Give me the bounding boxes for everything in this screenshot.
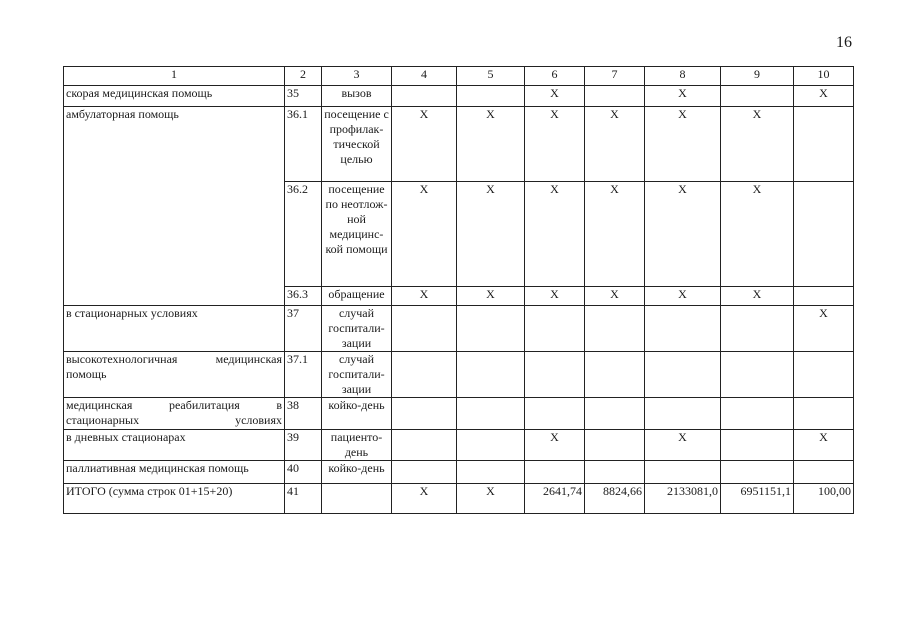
row-code: 36.3 <box>285 287 322 306</box>
cell-c10 <box>794 461 854 484</box>
cell-c7 <box>585 430 645 461</box>
row-unit: пациенто-день <box>322 430 392 461</box>
cell-c5 <box>457 86 525 107</box>
row-code: 36.1 <box>285 107 322 182</box>
row-code: 37.1 <box>285 352 322 398</box>
cell-c6: Х <box>525 86 585 107</box>
row-name: паллиативная медицинская помощь <box>64 461 285 484</box>
cell-c4 <box>392 461 457 484</box>
col-header-9: 9 <box>721 67 794 86</box>
cell-c4: Х <box>392 484 457 514</box>
row-name: ИТОГО (сумма строк 01+15+20) <box>64 484 285 514</box>
cell-c10: 100,00 <box>794 484 854 514</box>
cell-c10 <box>794 182 854 287</box>
cell-c4: Х <box>392 287 457 306</box>
cell-c5 <box>457 430 525 461</box>
cell-c6: Х <box>525 182 585 287</box>
row-unit: посещение с профилак-тической целью <box>322 107 392 182</box>
cell-c6 <box>525 398 585 430</box>
cell-c4 <box>392 352 457 398</box>
cell-c9: 6951151,1 <box>721 484 794 514</box>
row-name: скорая медицинская помощь <box>64 86 285 107</box>
cell-c8: Х <box>645 86 721 107</box>
table-row <box>64 86 854 107</box>
row-unit: случай госпитали-зации <box>322 306 392 352</box>
row-code: 36.2 <box>285 182 322 287</box>
cell-c4: Х <box>392 182 457 287</box>
col-header-2: 2 <box>285 67 322 86</box>
cell-c4 <box>392 430 457 461</box>
table-row <box>64 352 854 398</box>
cell-c9 <box>721 398 794 430</box>
cell-c6: Х <box>525 430 585 461</box>
row-name: медицинская реабилитация в стационарных условиях <box>64 398 285 430</box>
cell-c9 <box>721 86 794 107</box>
cell-c5 <box>457 398 525 430</box>
row-unit: койко-день <box>322 461 392 484</box>
cell-c6: Х <box>525 107 585 182</box>
cell-c10: Х <box>794 86 854 107</box>
col-header-8: 8 <box>645 67 721 86</box>
cell-c8 <box>645 306 721 352</box>
row-code: 40 <box>285 461 322 484</box>
cell-c10: Х <box>794 306 854 352</box>
cell-c8: 2133081,0 <box>645 484 721 514</box>
cell-c6: 2641,74 <box>525 484 585 514</box>
cell-c5 <box>457 461 525 484</box>
cell-c10 <box>794 287 854 306</box>
cell-c5 <box>457 306 525 352</box>
row-code: 37 <box>285 306 322 352</box>
cell-c7: 8824,66 <box>585 484 645 514</box>
col-header-3: 3 <box>322 67 392 86</box>
page-number: 16 <box>836 34 852 51</box>
cell-c7 <box>585 352 645 398</box>
row-unit: вызов <box>322 86 392 107</box>
row-unit: случай госпитали-зации <box>322 352 392 398</box>
col-header-4: 4 <box>392 67 457 86</box>
col-header-6: 6 <box>525 67 585 86</box>
cell-c8: Х <box>645 107 721 182</box>
table-row <box>64 306 854 352</box>
cell-c4 <box>392 398 457 430</box>
table-row <box>64 430 854 461</box>
cell-c9 <box>721 430 794 461</box>
cell-c8 <box>645 398 721 430</box>
cell-c8 <box>645 461 721 484</box>
cell-c7: Х <box>585 287 645 306</box>
cell-c6: Х <box>525 287 585 306</box>
cell-c9: Х <box>721 182 794 287</box>
cell-c10 <box>794 352 854 398</box>
cell-c9 <box>721 461 794 484</box>
cell-c7 <box>585 398 645 430</box>
row-unit: койко-день <box>322 398 392 430</box>
col-header-1: 1 <box>64 67 285 86</box>
cell-c7: Х <box>585 107 645 182</box>
cell-c9 <box>721 352 794 398</box>
row-code: 35 <box>285 86 322 107</box>
row-code: 38 <box>285 398 322 430</box>
row-unit: посещение по неотлож-ной медицинс-кой помощи <box>322 182 392 287</box>
cell-c4: Х <box>392 107 457 182</box>
row-name: высокотехнологичная медицинская помощь <box>64 352 285 398</box>
header-row <box>64 67 854 86</box>
cell-c10 <box>794 107 854 182</box>
col-header-10: 10 <box>794 67 854 86</box>
cell-c7 <box>585 86 645 107</box>
row-unit <box>322 484 392 514</box>
row-name: в дневных стационарах <box>64 430 285 461</box>
cell-c8: Х <box>645 287 721 306</box>
cell-c7 <box>585 461 645 484</box>
row-code: 41 <box>285 484 322 514</box>
cell-c6 <box>525 352 585 398</box>
cell-c7 <box>585 306 645 352</box>
cell-c8: Х <box>645 182 721 287</box>
cell-c6 <box>525 461 585 484</box>
cell-c5: Х <box>457 287 525 306</box>
cell-c6 <box>525 306 585 352</box>
table-row <box>64 398 854 430</box>
cell-c5: Х <box>457 107 525 182</box>
table-row <box>64 461 854 484</box>
row-name: амбулаторная помощь <box>64 107 285 306</box>
cell-c8: Х <box>645 430 721 461</box>
cell-c9 <box>721 306 794 352</box>
cell-c4 <box>392 306 457 352</box>
table-row-total <box>64 484 854 514</box>
cell-c9: Х <box>721 287 794 306</box>
cell-c7: Х <box>585 182 645 287</box>
cell-c4 <box>392 86 457 107</box>
col-header-5: 5 <box>457 67 525 86</box>
table-row <box>64 107 854 182</box>
col-header-7: 7 <box>585 67 645 86</box>
row-name: в стационарных условиях <box>64 306 285 352</box>
cell-c5: Х <box>457 182 525 287</box>
cell-c10 <box>794 398 854 430</box>
cell-c10: Х <box>794 430 854 461</box>
row-code: 39 <box>285 430 322 461</box>
data-table <box>63 66 854 514</box>
cell-c9: Х <box>721 107 794 182</box>
cell-c5 <box>457 352 525 398</box>
cell-c5: Х <box>457 484 525 514</box>
row-unit: обращение <box>322 287 392 306</box>
cell-c8 <box>645 352 721 398</box>
